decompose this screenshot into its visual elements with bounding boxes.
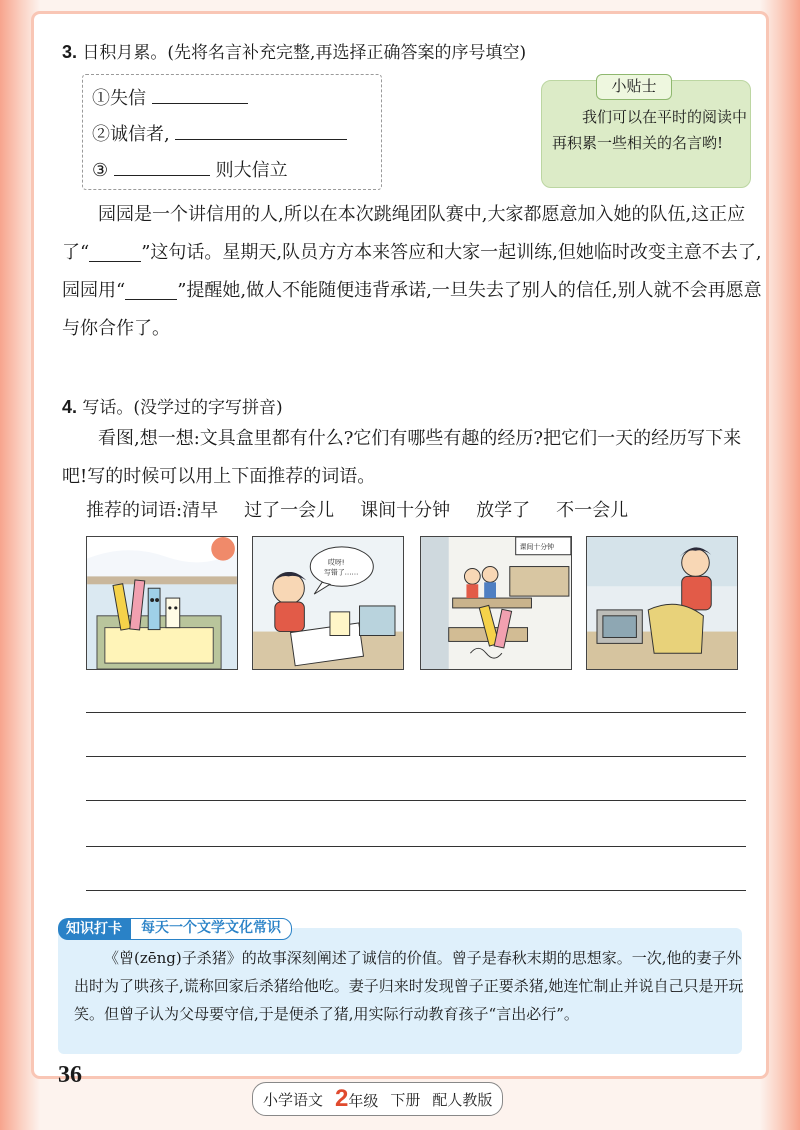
knowledge-tab [58,918,292,940]
footer-grade-suffix: 年级 [348,1092,379,1110]
book-info-pill [252,1082,503,1116]
comic-panel-writing [252,536,404,670]
recess-caption: 课间十分钟 [519,542,555,551]
writing-line-4[interactable] [86,846,746,847]
bubble-line-2: 写错了…… [324,568,359,577]
boy-packing-illustration [587,537,737,669]
recommend-word-1: 清早 [182,500,219,521]
boy-writing-illustration [253,537,403,669]
question-3-heading [62,38,526,63]
recommend-label: 推荐的词语: [86,500,183,521]
comic-panel-morning [86,536,238,670]
tip-title: 小贴士 [596,74,672,100]
proverb-blank-2[interactable] [175,139,347,140]
question-4-title: 写话。(没学过的字写拼音) [82,398,283,418]
proverb-item-2: ②诚信者, [92,120,347,146]
footer-volume: 下册 [390,1090,421,1109]
proverb-item-3: ③ 则大信立 [92,160,288,181]
recommend-word-4: 放学了 [476,500,531,521]
recommend-word-2: 过了一会儿 [244,500,335,521]
writing-line-3[interactable] [86,800,746,801]
footer-edition: 配人教版 [432,1090,493,1109]
classroom-recess-illustration [421,537,571,669]
question-4-number: 4. [62,397,78,417]
recommended-words [86,496,628,522]
book-footer [252,1084,503,1114]
proverb-blank-1[interactable] [152,103,248,104]
comic-panel-after-school [586,536,738,670]
pencil-case-morning-illustration [87,537,237,669]
comic-panel-recess [420,536,572,670]
question-3-paragraph: 园园是一个讲信用的人,所以在本次跳绳团队赛中,大家都愿意加入她的队伍,这正应了“ ”这句话。星期天,队员方方本来答应和大家一起训练,但她临时改变主意不去了,园园用“ ”提醒她,做人不能随便违背承诺,一旦失去了别人的信任,别人就不会再愿意与你合作了。 [62,204,762,339]
knowledge-tab-subtitle: 每天一个文学文化常识 [130,918,292,940]
knowledge-tab-label: 知识打卡 [58,918,130,940]
page-number: 36 [58,1062,82,1088]
writing-line-2[interactable] [86,756,746,757]
bubble-line-1: 哎呀! [328,558,345,567]
knowledge-body: 《曾(zēng)子杀猪》的故事深刻阐述了诚信的价值。曾子是春秋末期的思想家。一次,他的妻子外出时为了哄孩子,谎称回家后杀猪给他吃。妻子归来时发现曾子正要杀猪,她连忙制止并说自己只是开玩笑。但曾子认为父母要守信,于是便杀了猪,用实际行动教育孩子“言出必行”。 [74,949,744,1023]
question-4-heading [62,393,283,418]
recommend-word-3: 课间十分钟 [360,500,451,521]
question-3-title: 日积月累。(先将名言补充完整,再选择正确答案的序号填空) [82,43,527,63]
tip-body: 我们可以在平时的阅读中再积累一些相关的名言哟! [552,108,748,152]
answer-blank-1[interactable] [89,244,141,262]
writing-line-5[interactable] [86,890,746,891]
footer-subject: 小学语文 [263,1090,324,1109]
answer-blank-2[interactable] [125,282,177,300]
recommend-word-5: 不一会儿 [556,500,629,521]
question-4-paragraph: 看图,想一想:文具盒里都有什么?它们有哪些有趣的经历?把它们一天的经历写下来吧!写的时候可以用上下面推荐的词语。 [62,428,742,487]
proverb-item-1: ①失信 [92,84,248,110]
question-3-number: 3. [62,42,78,62]
footer-grade-number: 2 [335,1085,349,1112]
writing-line-1[interactable] [86,712,746,713]
proverb-blank-3[interactable] [114,175,210,176]
